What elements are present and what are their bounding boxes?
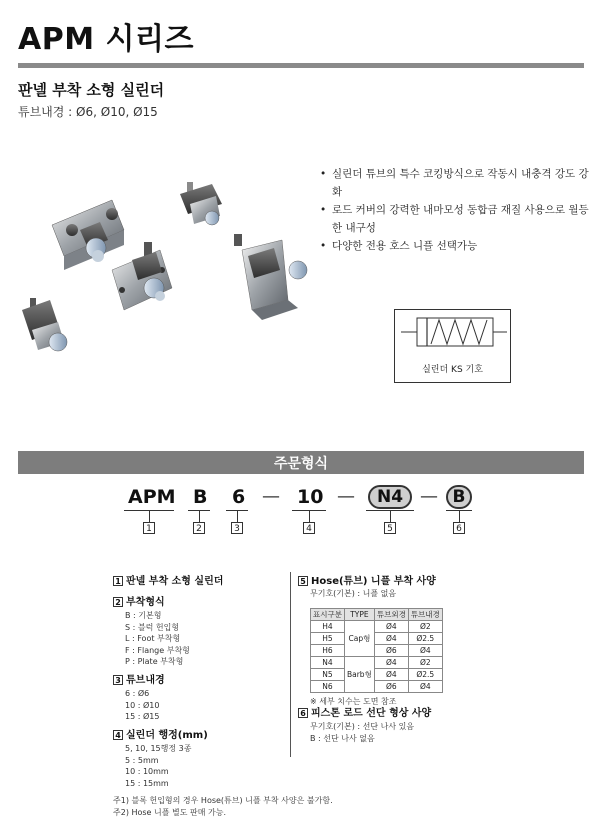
code-connector (309, 510, 310, 522)
code-connector (459, 510, 460, 522)
table-row (311, 656, 443, 668)
title-rule (18, 63, 584, 68)
table-cell: H4 (311, 620, 345, 632)
code-stroke: 10 (297, 486, 324, 508)
code-connector (237, 510, 238, 522)
code-number-5: 5 (384, 522, 396, 534)
hose-nipple-table (310, 608, 443, 693)
code-number-4: 4 (303, 522, 315, 534)
basic-cylinder-icon (180, 182, 222, 225)
plate-cylinder-icon (22, 298, 67, 351)
feature-item: • 로드 커버의 강력한 내마모성 동합금 재질 사용으로 월등한 내구성 (318, 201, 593, 237)
footnote: 주1) 블록 헌입형의 경우 Hose(튜브) 니플 부착 사양은 불가함. (113, 796, 333, 805)
table-cell: N6 (311, 680, 345, 692)
table-cell: Ø4 (374, 620, 408, 632)
section-number: 1 (113, 576, 123, 586)
bore-option: 6 : Ø6 (125, 689, 150, 698)
mount-option: F : Flange 부착형 (125, 645, 190, 655)
code-dash: — (337, 486, 355, 507)
code-mount: B (193, 486, 208, 508)
table-cell: H6 (311, 644, 345, 656)
flange-cylinder-icon (112, 242, 172, 310)
footnote: 주2) Hose 니플 별도 판매 가능. (113, 808, 227, 817)
symbol-caption: 실린더 KS 기호 (422, 365, 483, 375)
table-header: 튜브외경 (374, 608, 408, 620)
table-cell: H5 (311, 632, 345, 644)
stroke-option: 10 : 10mm (125, 767, 169, 776)
feature-item: • 다양한 전용 호스 니플 선택가능 (318, 237, 593, 255)
section-title: 판넬 부착 소형 실린더 (126, 576, 224, 587)
table-row (311, 632, 443, 644)
code-number-6: 6 (453, 522, 465, 534)
table-cell: Ø6 (374, 680, 408, 692)
product-subtitle: 판넬 부착 소형 실린더 (18, 81, 165, 99)
code-dash: — (420, 486, 438, 507)
table-cell: N5 (311, 668, 345, 680)
code-number-2: 2 (193, 522, 205, 534)
rod-end-option: 무기호(기본) : 선단 나사 있음 (310, 722, 415, 731)
table-cell: Ø4 (374, 668, 408, 680)
table-row (311, 680, 443, 692)
code-bore: 6 (232, 486, 246, 508)
section-3 (113, 671, 283, 723)
table-cell: Ø4 (374, 656, 408, 668)
table-row (311, 644, 443, 656)
table-cell: Ø2 (408, 656, 442, 668)
bore-option: 15 : Ø15 (125, 712, 160, 721)
tube-diameter-line: 튜브내경 : Ø6, Ø10, Ø15 (18, 105, 158, 119)
table-header: 표시구분 (311, 608, 345, 620)
code-number-3: 3 (231, 522, 243, 534)
table-header: TYPE (344, 608, 374, 620)
section-6 (298, 704, 498, 744)
bore-option: 10 : Ø10 (125, 700, 160, 710)
order-format-title: 주문형식 (273, 456, 329, 472)
mount-option: P : Plate 부착형 (125, 657, 184, 666)
rod-end-option: B : 선단 나사 없음 (310, 733, 375, 743)
block-mount-cylinder-icon (52, 200, 124, 270)
code-series: APM (128, 486, 176, 508)
code-rod-end: B (446, 485, 472, 509)
table-cell: Ø2.5 (408, 632, 442, 644)
code-nipple: N4 (368, 485, 412, 509)
table-cell: Ø2.5 (408, 668, 442, 680)
stroke-option: 5 : 5mm (125, 755, 159, 765)
table-cell: N4 (311, 656, 345, 668)
cylinder-symbol-icon (395, 310, 512, 360)
table-row (311, 620, 443, 632)
mount-option: S : 블럭 헌입형 (125, 622, 180, 632)
column-divider (290, 572, 291, 757)
section-title: 피스톤 로드 선단 형상 사양 (311, 708, 432, 719)
section-5 (298, 572, 498, 707)
section-4 (113, 726, 283, 789)
section-title: 부착형식 (126, 597, 165, 608)
foot-cylinder-icon (234, 234, 307, 320)
table-cell: Ø6 (374, 644, 408, 656)
section-title: 튜브내경 (126, 675, 165, 686)
code-connector (390, 510, 391, 522)
mount-option: B : 기본형 (125, 611, 162, 620)
table-cell: Ø2 (408, 620, 442, 632)
feature-item: • 실린더 튜브의 특수 코킹방식으로 작동시 내충격 강도 강화 (318, 165, 593, 201)
table-cell: Ø4 (374, 632, 408, 644)
section-number: 5 (298, 576, 308, 586)
mount-option: L : Foot 부착형 (125, 634, 181, 643)
section-number: 3 (113, 675, 123, 685)
stroke-option: 15 : 15mm (125, 778, 169, 788)
section-1 (113, 572, 283, 587)
feature-list (318, 165, 593, 255)
table-cell: Barb형 (344, 656, 374, 692)
code-connector (199, 510, 200, 522)
section-number: 6 (298, 708, 308, 718)
stroke-option: 5, 10, 15행정 3종 (125, 744, 192, 753)
table-cell: Ø4 (408, 644, 442, 656)
code-connector (149, 510, 150, 522)
code-number-1: 1 (143, 522, 155, 534)
section-title: Hose(튜브) 니플 부착 사양 (311, 576, 436, 587)
section-number: 4 (113, 730, 123, 740)
section-number: 2 (113, 597, 123, 607)
product-photo (12, 170, 312, 370)
section-2 (113, 593, 283, 668)
table-row (311, 668, 443, 680)
table-note: ※ 세부 치수는 도면 참조 (310, 696, 397, 706)
table-cell: Ø4 (408, 680, 442, 692)
table-cell: Cap형 (344, 620, 374, 656)
page-title: APM 시리즈 (18, 22, 194, 57)
table-header: 튜브내경 (408, 608, 442, 620)
nipple-default: 무기호(기본) : 니플 없음 (310, 589, 397, 598)
section-title: 실린더 행정(mm) (126, 730, 208, 741)
code-dash: — (262, 486, 280, 507)
